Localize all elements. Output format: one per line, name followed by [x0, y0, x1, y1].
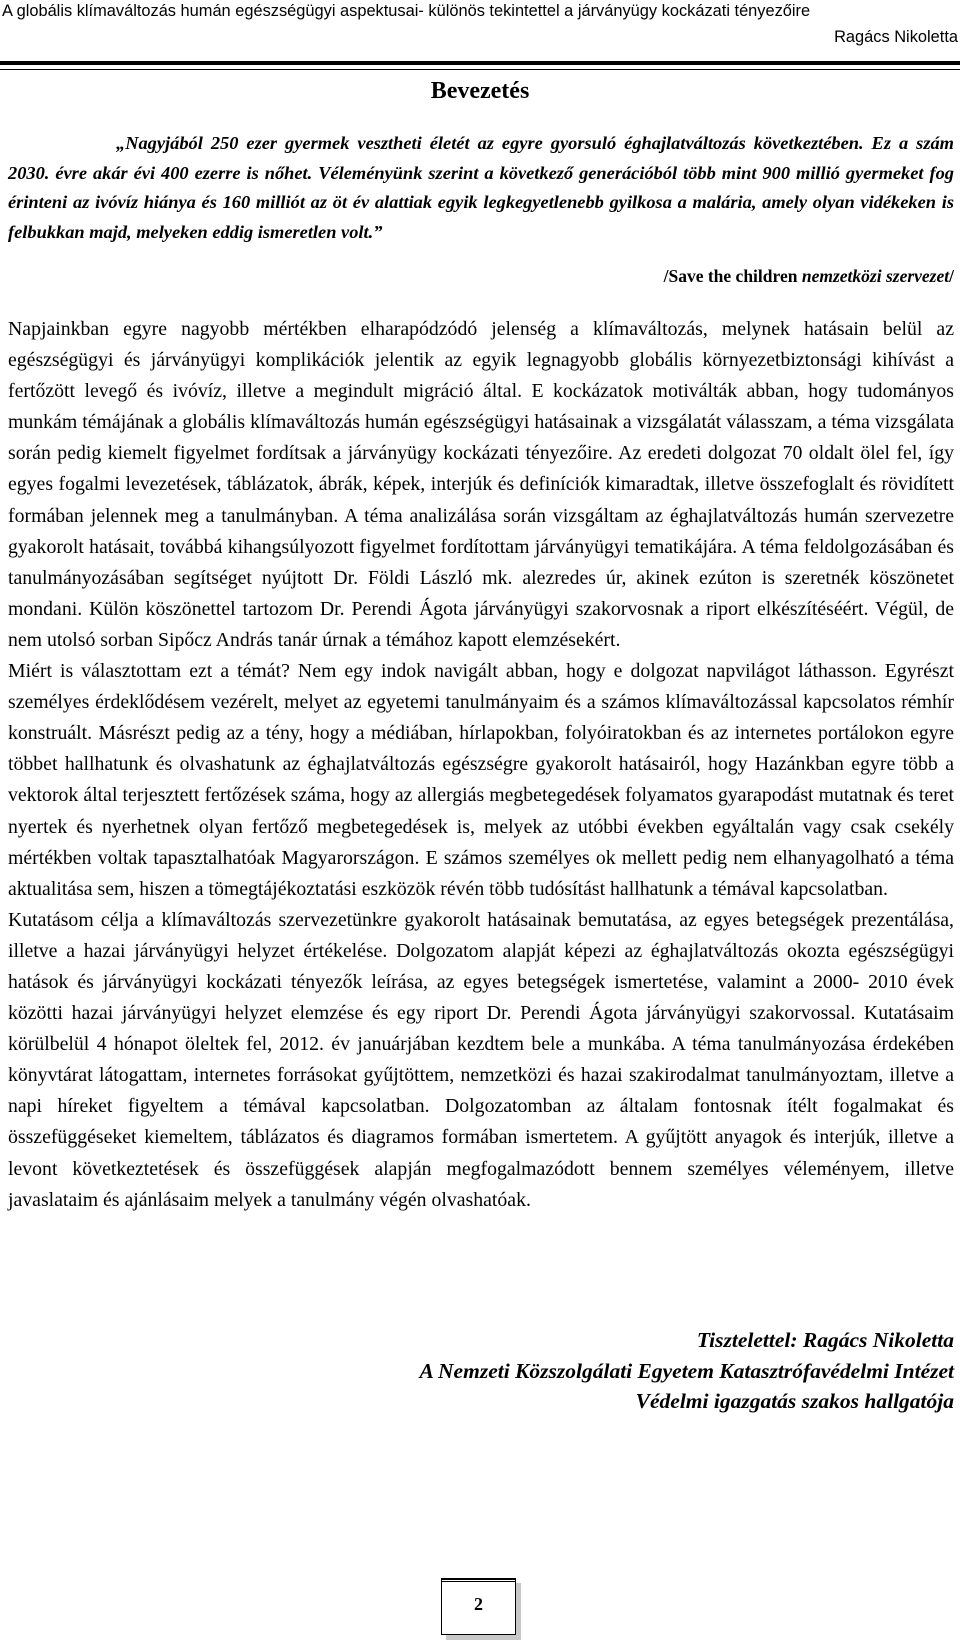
- signature-line-3: Védelmi igazgatás szakos hallgatója: [635, 1389, 954, 1414]
- signature-line-1: Tisztelettel: Ragács Nikoletta: [696, 1328, 954, 1352]
- page-number-box-rule: [441, 1579, 516, 1582]
- page-number: 2: [474, 1594, 483, 1614]
- source-org: nemzetközi szervezet: [801, 266, 950, 286]
- signature-line-2: A Nemzeti Közszolgálati Egyetem Katasztrófavédelmi Intézet: [419, 1358, 954, 1383]
- paragraph-1: Napjainkban egyre nagyobb mértékben elharapódzódó jelenség a klímaváltozás, melynek hatásain belül az egészségügyi és járványügyi komplikációk jelentik az egyik legnagyobb globális környezetbiztonsági kihívást a fertőzött levegő és ivóvíz, illetve a megindult migráció által. E kockázatok motiválták abban, hogy tudományos munkám témájának a globális klímaváltozás humán egészségügyi hatásainak a vizsgálatát válasszam, a téma vizsgálata során pedig kiemelt figyelmet fordítsak a járványügy kockázati tényezőire. Az eredeti dolgozat 70 oldalt ölel fel, így egyes fogalmi levezetések, táblázatok, ábrák, képek, interjúk és definíciók kimaradtak, illetve összefoglalt és rövidített formában jelennek meg a tanulmányban. A téma analizálása során vizsgáltam az éghajlatváltozás humán szervezetre gyakorolt hatásait, továbbá kihangsúlyozott figyelmet fordítottam járványügyi tematikájára. A téma feldolgozásában és tanulmányozásában segítséget nyújtott Dr. Földi László mk. alezredes úr, akinek ezúton is szeretnék köszönetet mondani. Külön köszönettel tartozom Dr. Perendi Ágota járványügyi szakorvosnak a riport elkészítéséért. Végül, de nem utolsó sorban Sipőcz András tanár úrnak a témához kapott elemzésekért.: [8, 318, 954, 651]
- running-header: [0, 0, 960, 28]
- paragraph-3: Kutatásom célja a klímaváltozás szervezetünkre gyakorolt hatásainak bemutatása, az egyes betegségek prezentálása, illetve a hazai járványügyi helyzet értékelése. Dolgozatom alapját képezi az éghajlatváltozás okozta egészségügyi hatások és járványügyi kockázati tényezők leírása, az egyes betegségek ismertetése, valamint a 2000- 2010 évek közötti hazai járványügyi helyzet elemzése és egy riport Dr. Perendi Ágota járványügyi szakorvossal. Kutatásaim körülbelül 4 hónapot öleltek fel, 2012. év januárjában kezdtem bele a munkába. A téma tanulmányozása érdekében könyvtárat látogattam, internetes forrásokat gyűjtöttem, nemzetközi és hazai szakirodalmat tanulmányoztam, illetve a napi híreket figyeltem a témával kapcsolatban. Dolgozatomban az általam fontosnak ítélt fogalmakat és összefüggéseket kiemeltem, táblázatos és diagramos formában ismertetem. A gyűjtött anyagok és interjúk, illetve a levont következtetések és összefüggések alapján megfogalmazódott bennem személyes véleményem, illetve javaslataim és ajánlásaim melyek a tanulmány végén olvashatóak.: [8, 908, 954, 1211]
- header-author: Ragács Nikoletta: [834, 28, 958, 46]
- signature-block: [420, 1325, 955, 1417]
- paragraph-2: Miért is választottam ezt a témát? Nem egy indok navigált abban, hogy e dolgozat napvilágot láthasson. Egyrészt személyes érdeklődésem vezérelt, melyet az egyetemi tanulmányaim és a számos klímaváltozással kapcsolatos rémhír konstruált. Másrészt pedig az a tény, hogy a médiában, hírlapokban, folyóiratokban és az internetes portálokon egyre többet hallhatunk és olvashatunk az éghajlatváltozás egészségre gyakorolt hatásairól, hogy Hazánkban egyre több a vektorok által terjesztett fertőzések száma, hogy az allergiás megbetegedések folyamatos gyarapodást mutatnak és teret nyertek és nyerhetnek olyan fertőző megbetegedések is, melyek az utóbbi években egyáltalán vagy csak csekély mértékben voltak tapasztalhatóak Magyarországon. E számos személyes ok mellett pedig nem elhanyagolható a téma aktualitása sem, hiszen a tömegtájékoztatási eszközök révén több tudósítást hallhatunk a témával kapcsolatban.: [8, 660, 954, 900]
- header-title: A globális klímaváltozás humán egészségügyi aspektusai- különös tekintettel a járványügy kockázati tényezőire: [2, 2, 811, 20]
- header-rule-thin: [0, 69, 960, 70]
- header-rule-thick: [0, 61, 960, 65]
- source-suffix: /: [949, 266, 954, 286]
- epigraph-source: [664, 266, 954, 287]
- epigraph-quote: „Nagyjából 250 ezer gyermek veszthetі életét az egyre gyorsuló éghajlatváltozás következtében. Ez a szám 2030. évre akár évi 400 ezerre is nőhet. Véleményünk szerint a következő generációból több mint 900 millió gyermeket fog érinteni az ivóvíz hiánya és 160 milliót az öt év alattiak egyik legkegyetlenebb gyilkosa a malária, amely olyan vidékeken is felbukkan majd, melyeken eddig ismeretlen volt.”: [8, 133, 954, 242]
- section-title: Bevezetés: [430, 78, 530, 104]
- source-prefix: /Save the children: [663, 266, 802, 286]
- body-text: [8, 314, 954, 1216]
